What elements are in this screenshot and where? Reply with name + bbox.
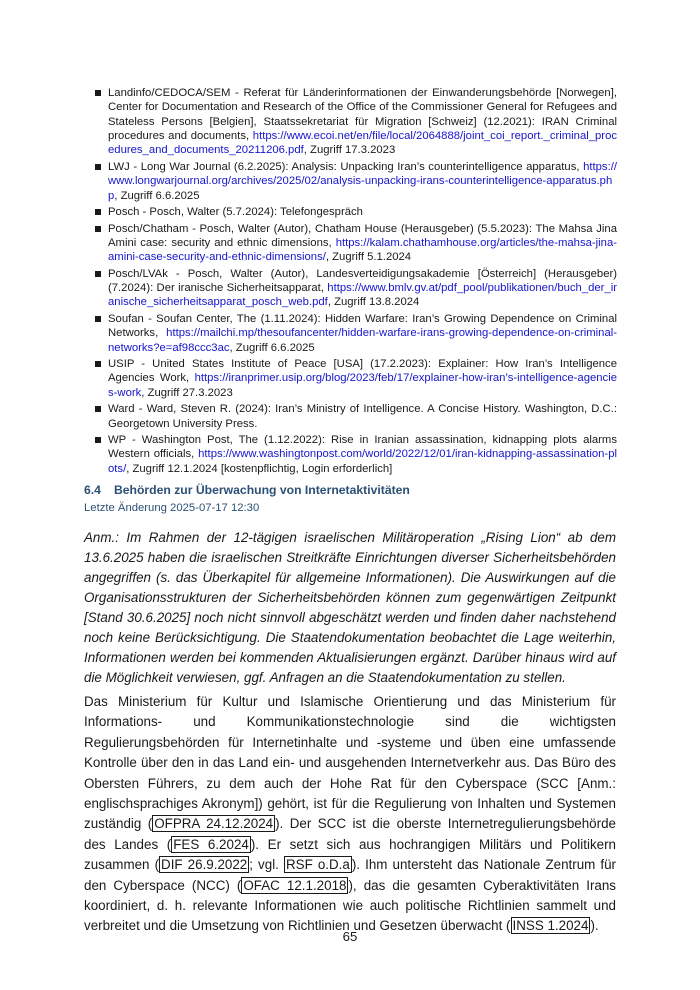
citation-link[interactable]: FES 6.2024 [173, 836, 249, 852]
reference-item: Posch - Posch, Walter (5.7.2024): Telefongespräch [95, 205, 617, 219]
reference-item: Posch/Chatham - Posch, Walter (Autor), Chatham House (Herausgeber) (5.5.2023): The Mahsa Jina Amini case: security and ethnic dimensions, https://kalam.chathamhouse.org/articles/the-mahsa-jina-amini-case-security-and-ethnic-dimensions/, Zugriff 5.1.2024 [95, 222, 617, 265]
citation-link[interactable]: RSF o.D.a [285, 857, 350, 873]
section-title: Behörden zur Überwachung von Internetaktivitäten [113, 483, 410, 497]
citation-link[interactable]: OFPRA 24.12.2024 [154, 816, 274, 832]
bullet-icon [95, 164, 101, 170]
body-paragraph: Das Ministerium für Kultur und Islamische Orientierung und das Ministerium für Informations- und Kommunikationstechnologie sind die wichtigsten Regulierungsbehörden für Internetinhalte und -systeme und üben eine umfassende Kontrolle über den in das Land ein- und ausgehenden Internetverkehr aus. Das Büro des Obersten Führers, zu dem auch der Hohe Rat für den Cyberspace (SCC [Anm.: englischsprachiges Akronym]) gehört, ist für die Regulierung von Inhalten und Systemen zuständig ( OFPRA 24.12.2024 ). Der SCC ist die oberste Internetregulierungsbehörde des Landes ( FES 6.2024 ). Er setzt sich aus hochrangigen Militärs und Politikern zusammen ( DIF 26.9.2022 ; vgl. RSF o.D.a ). Ihm untersteht das Nationale Zentrum für den Cyberspace (NCC) ( OFAC 12.1.2018 ), das die gesamten Cyberaktivitäten Irans koordiniert, d. h. relevante Informationen wie auch politische Richtlinien sammelt und verbreitet und die Umsetzung von Richtlinien und Gesetzen überwacht ( INSS 1.2024 ). [84, 694, 617, 934]
citation-link[interactable]: INSS 1.2024 [512, 918, 589, 934]
reference-list [95, 86, 617, 478]
section-heading [84, 483, 410, 497]
editorial-note: Anm.: Im Rahmen der 12-tägigen israelischen Militäroperation „Rising Lion“ ab dem 13.6.2025 haben die israelischen Streitkräfte Einrichtungen diverser Sicherheitsbehörden angegriffen (s. das Überkapitel für allgemeine Informationen). Die Auswirkungen auf die Organisationsstrukturen der Sicherheitsbehörden können zum gegenwärtigen Zeitpunkt [Stand 30.6.2025] noch nicht sinnvoll abgeschätzt werden und finden daher nachstehend noch keine Berücksichtigung. Die Staatendokumentation beobachtet die Lage weiterhin, Informationen werden bei kommenden Aktualisierungen ergänzt. Darüber hinaus wird auf die Möglichkeit verwiesen, ggf. Anfragen an die Staatendokumentation zu stellen. [84, 530, 616, 685]
bullet-icon [95, 226, 101, 232]
bullet-icon [95, 361, 101, 367]
reference-link[interactable]: https://www.longwarjournal.org/archives/2025/02/analysis-unpacking-irans-counterintelligence-apparatus.php [108, 160, 617, 202]
reference-item: LWJ - Long War Journal (6.2.2025): Analysis: Unpacking Iran’s counterintelligence apparatus, https://www.longwarjournal.org/archives/2025/02/analysis-unpacking-irans-counterintelligence-apparatus.php, Zugriff 6.6.2025 [95, 160, 617, 203]
reference-link[interactable]: https://www.ecoi.net/en/file/local/2064888/joint_coi_report._criminal_procedures_and_documents_20211206.pdf [108, 130, 617, 157]
citation-link[interactable]: OFAC 12.1.2018 [243, 877, 347, 893]
reference-link[interactable]: https://mailchi.mp/thesoufancenter/hidden-warfare-irans-growing-dependence-on-criminal-networks?e=af98ccc3ac [108, 327, 617, 354]
last-modified-date: Letzte Änderung 2025-07-17 12:30 [84, 502, 260, 514]
citation-link[interactable]: DIF 26.9.2022 [161, 857, 248, 873]
reference-link[interactable]: https://www.bmlv.gv.at/pdf_pool/publikationen/buch_der_iranische_sicherheitsapparat_posch_web.pdf [108, 282, 617, 309]
reference-item: USIP - United States Institute of Peace [USA] (17.2.2023): Explainer: How Iran’s Intelligence Agencies Work, https://iranprimer.usip.org/blog/2023/feb/17/explainer-how-iran’s-intelligence-agencies-work, Zugriff 27.3.2023 [95, 357, 617, 400]
reference-item: WP - Washington Post, The (1.12.2022): Rise in Iranian assassination, kidnapping plots alarms Western officials, https://www.washingtonpost.com/world/2022/12/01/iran-kidnapping-assassination-plots/, Zugriff 12.1.2024 [kostenpflichtig, Login erforderlich] [95, 433, 617, 476]
reference-item: Ward - Ward, Steven R. (2024): Iran’s Ministry of Intelligence. A Concise History. Washington, D.C.: Georgetown University Press. [95, 402, 617, 431]
bullet-icon [95, 90, 101, 96]
bullet-icon [95, 271, 101, 277]
reference-item: Soufan - Soufan Center, The (1.11.2024): Hidden Warfare: Iran’s Growing Dependence on Criminal Networks, https://mailchi.mp/thesoufancenter/hidden-warfare-irans-growing-dependence-on-criminal-networks?e=af98ccc3ac, Zugriff 6.6.2025 [95, 312, 617, 355]
bullet-icon [95, 437, 101, 443]
reference-item: Landinfo/CEDOCA/SEM - Referat für Länderinformationen der Einwanderungsbehörde [Norwegen], Center for Documentation and Research of the Office of the Commissioner General for Refugees and Stateless Persons [Belgien], Staatssekretariat für Migration [Schweiz] (12.2021): IRAN Criminal procedures and documents, https://www.ecoi.net/en/file/local/2064888/joint_coi_report._criminal_procedures_and_documents_20211206.pdf, Zugriff 17.3.2023 [95, 86, 617, 158]
page-number: 65 [342, 929, 358, 944]
section-number: 6.4 [84, 483, 101, 497]
bullet-icon [95, 316, 101, 322]
reference-link[interactable]: https://iranprimer.usip.org/blog/2023/feb/17/explainer-how-iran’s-intelligence-agencies-work [108, 372, 617, 399]
bullet-icon [95, 406, 101, 412]
reference-link[interactable]: https://kalam.chathamhouse.org/articles/the-mahsa-jina-amini-case-security-and-ethnic-dimensions/ [108, 236, 617, 264]
bullet-icon [95, 209, 101, 215]
reference-item: Posch/LVAk - Posch, Walter (Autor), Landesverteidigungsakademie [Österreich] (Herausgeber) (7.2024): Der iranische Sicherheitsapparat, https://www.bmlv.gv.at/pdf_pool/publikationen/buch_der_iranische_sicherheitsapparat_posch_web.pdf, Zugriff 13.8.2024 [95, 267, 617, 310]
reference-link[interactable]: https://www.washingtonpost.com/world/2022/12/01/iran-kidnapping-assassination-plots/ [108, 448, 617, 475]
